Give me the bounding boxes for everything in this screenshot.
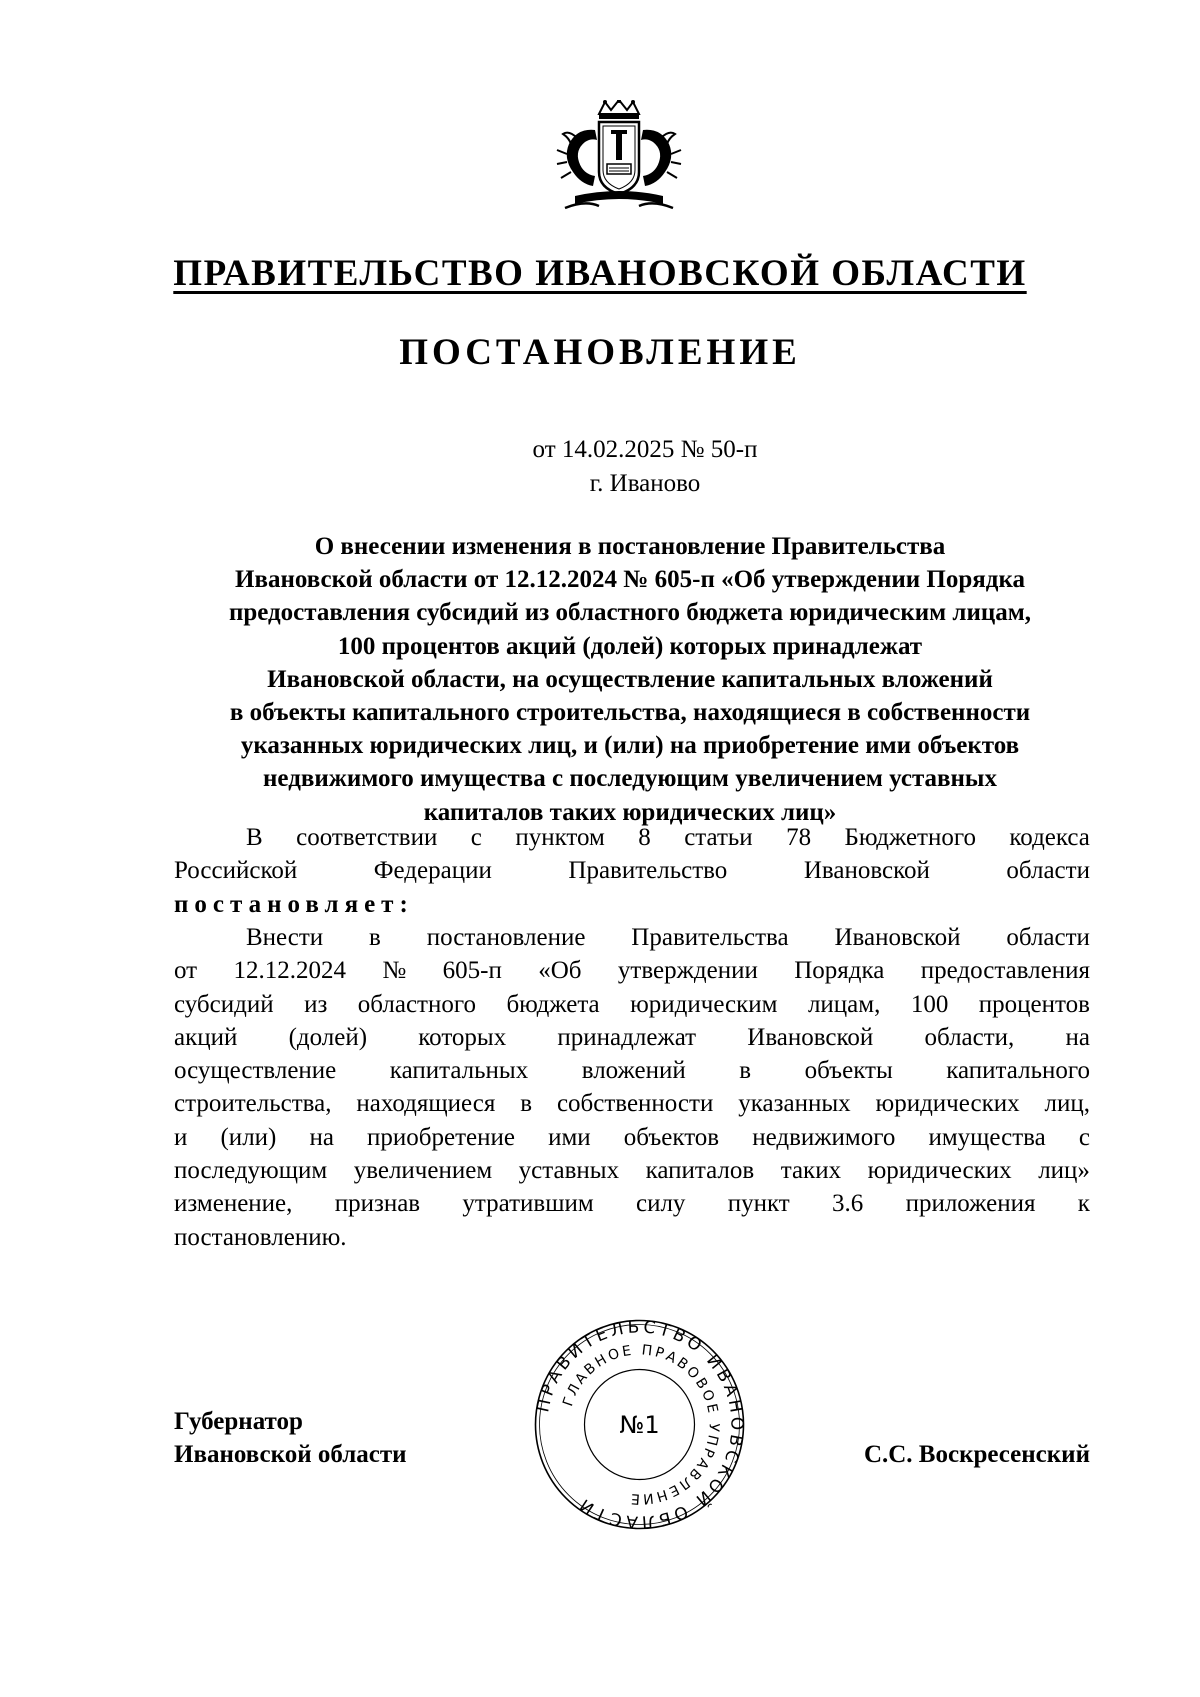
word: пунктом (515, 824, 605, 851)
subject-line: Ивановской области, на осуществление капитальных вложений (267, 665, 993, 693)
word: Внести (246, 924, 324, 951)
coat-of-arms-icon (555, 100, 683, 216)
word: находящиеся (356, 1090, 496, 1118)
word: предоставления (920, 957, 1090, 985)
stamp-inner-text: ГЛАВНОЕ ПРАВОВОЕ УПРАВЛЕНИЕ (560, 1342, 722, 1507)
word: приложения (905, 1190, 1036, 1218)
subject-line: О внесении изменения в постановление Правительства (314, 533, 946, 560)
subject-line: капиталов таких юридических лиц» (423, 798, 837, 826)
body-line (174, 1021, 1090, 1054)
word: признав (334, 1190, 421, 1218)
word: из (304, 990, 328, 1018)
document-city: г. Иваново (589, 470, 701, 497)
word: указанных (738, 1090, 851, 1118)
word: вложений (581, 1057, 686, 1085)
word: кодекса (1009, 824, 1090, 851)
body-line-text: постановлению. (174, 1223, 347, 1251)
word: изменение, (174, 1190, 293, 1218)
word: субсидий (174, 990, 274, 1018)
word: 100 (910, 990, 949, 1018)
word: Правительства (631, 924, 789, 951)
word: объекты (804, 1057, 893, 1085)
word: силу (635, 1190, 686, 1218)
word: Порядка (794, 957, 885, 985)
body-line (174, 1154, 1090, 1187)
word: соответствии (296, 824, 438, 851)
word: лиц» (1038, 1157, 1090, 1185)
word: на (1065, 1023, 1090, 1051)
word: юридических (867, 1157, 1012, 1185)
word: лицам, (807, 990, 881, 1018)
word: № (382, 957, 407, 985)
word: 78 (786, 824, 812, 851)
subject-line: Ивановской области от 12.12.2024 № 605-п «Об утверждении Порядка (235, 566, 1025, 594)
word: уставных (518, 1157, 620, 1185)
stamp-outer-text: ПРАВИТЕЛЬСТВО ИВАНОВСКОЙ ОБЛАСТИ (533, 1317, 747, 1532)
word: недвижимого (752, 1123, 896, 1151)
body-line (174, 1054, 1090, 1087)
signatory-position-line: Губернатор (174, 1408, 303, 1435)
word: области (1006, 857, 1090, 885)
word: с (470, 824, 482, 851)
word: ими (548, 1123, 591, 1151)
word: области, (924, 1023, 1015, 1051)
stamp-number: №1 (619, 1411, 660, 1439)
signatory-position-line: Ивановской области (174, 1441, 407, 1468)
word: «Об (538, 957, 582, 985)
word: Российской (174, 857, 298, 885)
word: акций (174, 1023, 238, 1051)
document-type: ПОСТАНОВЛЕНИЕ (399, 332, 801, 373)
body-line (174, 888, 1090, 921)
word: приобретение (367, 1123, 515, 1151)
word: Ивановской (834, 924, 961, 951)
word: принадлежат (557, 1023, 697, 1051)
document-date-number: от 14.02.2025 № 50-п (532, 436, 758, 463)
subject-line: в объекты капитального строительства, находящиеся в собственности (229, 699, 1031, 727)
preamble (174, 821, 1090, 921)
word: таких (780, 1157, 842, 1185)
word: капиталов (645, 1157, 755, 1185)
word: 3.6 (832, 1190, 864, 1218)
word: Бюджетного (844, 824, 976, 851)
body-line (174, 921, 1090, 954)
word: статьи (684, 824, 753, 851)
word: Ивановской (747, 1023, 874, 1051)
word: последующим (174, 1157, 328, 1185)
word: Ивановской (803, 857, 930, 885)
organization-title: ПРАВИТЕЛЬСТВО ИВАНОВСКОЙ ОБЛАСТИ (173, 253, 1027, 294)
word: увеличением (353, 1157, 493, 1185)
subject-line: 100 процентов акций (долей) которых принадлежат (337, 632, 923, 660)
body-line (174, 988, 1090, 1021)
body-line (174, 1221, 1090, 1254)
word: в (520, 1090, 533, 1118)
word: от (174, 957, 198, 985)
word: имущества (928, 1123, 1046, 1151)
word: областного (357, 990, 476, 1018)
word: на (309, 1123, 334, 1151)
signatory-name: С.С. Воскресенский (863, 1441, 1090, 1468)
body-line (174, 954, 1090, 987)
word: и (174, 1123, 188, 1151)
word: осуществление (174, 1057, 337, 1085)
body-line (174, 1187, 1090, 1220)
word: 8 (638, 824, 651, 851)
subject-line: указанных юридических лиц, и (или) на приобретение ими объектов (240, 732, 1020, 760)
word: юридическим (630, 990, 778, 1018)
word: в (739, 1057, 752, 1085)
signatory-position (174, 1405, 407, 1471)
word: лиц, (1044, 1090, 1090, 1118)
word: капитальных (389, 1057, 529, 1085)
body-line (174, 821, 1090, 854)
subject-line: недвижимого имущества с последующим увеличением уставных (263, 765, 997, 793)
word: с (1078, 1123, 1090, 1151)
word: утратившим (462, 1190, 594, 1218)
body-line (174, 1121, 1090, 1154)
word: которых (418, 1023, 507, 1051)
word: объектов (623, 1123, 720, 1151)
word: капитального (946, 1057, 1090, 1085)
word: (долей) (288, 1023, 368, 1051)
subject-line: предоставления субсидий из областного бюджета юридическим лицам, (228, 599, 1032, 627)
body-line (174, 854, 1090, 887)
word: В (246, 824, 263, 851)
resolves-word: постановляет: (174, 890, 414, 918)
word: строительства, (174, 1090, 332, 1118)
word: (или) (220, 1123, 277, 1151)
word: области (1006, 924, 1090, 951)
word: 12.12.2024 (233, 957, 346, 985)
word: постановление (426, 924, 586, 951)
word: Федерации (373, 857, 492, 885)
word: в (369, 924, 381, 951)
official-stamp (532, 1317, 747, 1532)
word: собственности (556, 1090, 714, 1118)
body-line (174, 1087, 1090, 1120)
main-paragraph (174, 921, 1090, 1254)
word: юридических (875, 1090, 1020, 1118)
word: бюджета (506, 990, 600, 1018)
document-subject (170, 530, 1090, 829)
word: утверждении (617, 957, 758, 985)
word: к (1077, 1190, 1090, 1218)
word: 605-п (442, 957, 502, 985)
word: процентов (978, 990, 1090, 1018)
word: пункт (727, 1190, 790, 1218)
word: Правительство (568, 857, 728, 885)
